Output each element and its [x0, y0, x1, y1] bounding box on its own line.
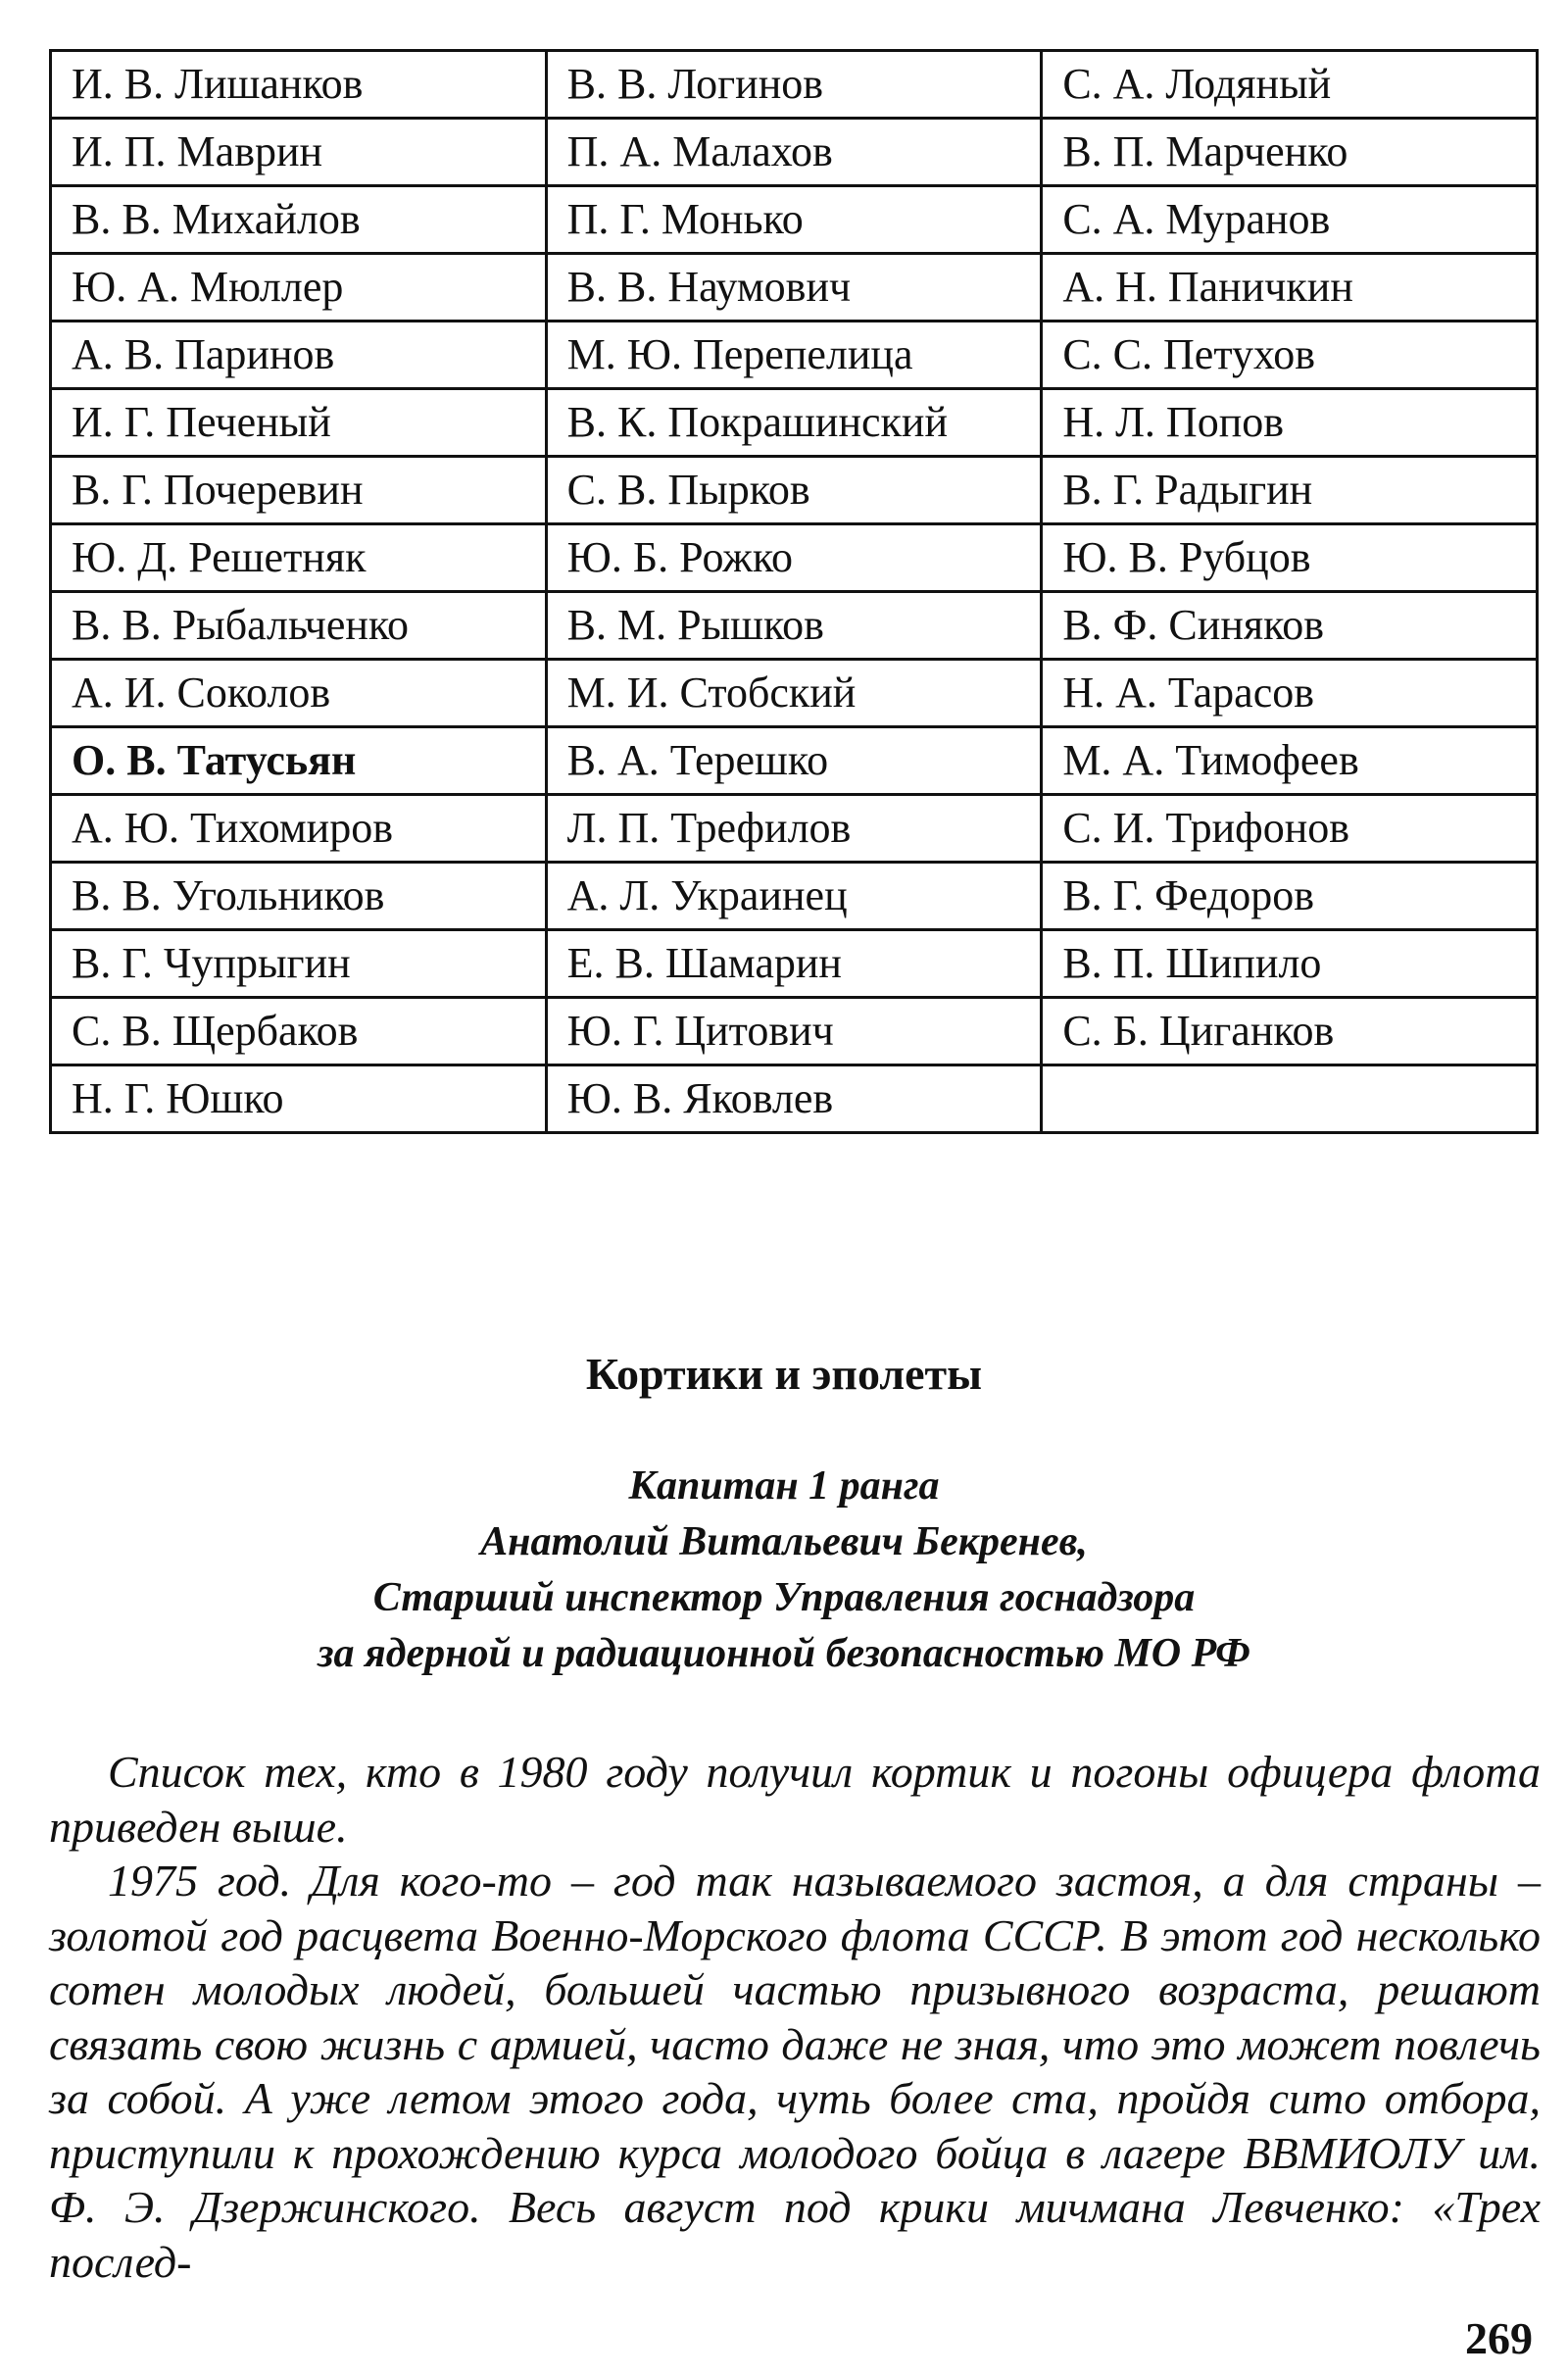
table-cell: И. П. Маврин	[51, 119, 547, 186]
article-title: Кортики и эполеты	[585, 1349, 983, 1399]
table-cell: П. Г. Монько	[546, 186, 1042, 254]
table-cell: Ю. В. Яковлев	[546, 1065, 1042, 1133]
table-row	[51, 1065, 1538, 1133]
table-cell: Н. Л. Попов	[1042, 389, 1538, 457]
author-name: Анатолий Витальевич Бекренев,	[480, 1519, 1088, 1564]
table-cell: И. Г. Печеный	[51, 389, 547, 457]
table-row	[51, 930, 1538, 998]
table-cell: С. Б. Циганков	[1042, 998, 1538, 1065]
table-cell: В. В. Рыбальченко	[51, 592, 547, 660]
table-row	[51, 457, 1538, 524]
table-cell: С. С. Петухов	[1042, 322, 1538, 389]
table-cell: В. Г. Федоров	[1042, 863, 1538, 930]
table-cell: Н. Г. Юшко	[51, 1065, 547, 1133]
table-cell: В. В. Угольников	[51, 863, 547, 930]
table-row	[51, 51, 1538, 119]
table-cell: А. В. Паринов	[51, 322, 547, 389]
paragraph-1975: 1975 год. Для кого-то – год так называемого застоя, а для страны – золотой год расцвета Военно-Морского флота СССР. В этот год несколько сотен молодых людей, большей частью призывного возраста, решают связать свою жизнь с армией, часто даже не зная, что это может повлечь за собой. А уже летом этого года, чуть более ста, пройдя сито отбора, приступили к прохождению курса молодого бойца в лагере ВВМИОЛУ им. Ф. Э. Дзержинского. Весь август под крики мичмана Левченко: «Трех послед-	[49, 1856, 1541, 2287]
table-row	[51, 119, 1538, 186]
table-cell: А. И. Соколов	[51, 660, 547, 727]
table-cell: Л. П. Трефилов	[546, 795, 1042, 863]
table-cell: С. А. Лодяный	[1042, 51, 1538, 119]
table-cell: В. П. Марченко	[1042, 119, 1538, 186]
page-number: 269	[1465, 2313, 1533, 2363]
table-cell: Ю. Д. Решетняк	[51, 524, 547, 592]
author-position-continued: за ядерной и радиационной безопасностью МО РФ	[318, 1631, 1250, 1676]
table-cell: В. П. Шипило	[1042, 930, 1538, 998]
table-cell: А. Л. Украинец	[546, 863, 1042, 930]
table-cell: Е. В. Шамарин	[546, 930, 1042, 998]
table-cell: А. Н. Паничкин	[1042, 254, 1538, 322]
names-table-body	[51, 51, 1538, 1133]
table-cell: В. К. Покрашинский	[546, 389, 1042, 457]
table-cell: С. И. Трифонов	[1042, 795, 1538, 863]
table-cell: В. Г. Радыгин	[1042, 457, 1538, 524]
table-cell: В. А. Терешко	[546, 727, 1042, 795]
table-cell: В. М. Рышков	[546, 592, 1042, 660]
table-cell: Ю. А. Мюллер	[51, 254, 547, 322]
article-body	[49, 1745, 1541, 2289]
table-cell: В. В. Логинов	[546, 51, 1042, 119]
table-cell: Ю. Г. Цитович	[546, 998, 1042, 1065]
table-row	[51, 254, 1538, 322]
paragraph-intro: Список тех, кто в 1980 году получил кортик и погоны офицера флота приведен выше.	[49, 1747, 1541, 1852]
table-cell	[1042, 1065, 1538, 1133]
table-cell: М. А. Тимофеев	[1042, 727, 1538, 795]
table-cell: А. Ю. Тихомиров	[51, 795, 547, 863]
table-cell: В. Г. Почеревин	[51, 457, 547, 524]
table-cell: В. Ф. Синяков	[1042, 592, 1538, 660]
names-table	[49, 49, 1539, 1134]
table-cell: С. А. Муранов	[1042, 186, 1538, 254]
table-row	[51, 998, 1538, 1065]
table-cell: М. Ю. Перепелица	[546, 322, 1042, 389]
table-row	[51, 322, 1538, 389]
table-cell: М. И. Стобский	[546, 660, 1042, 727]
table-row	[51, 727, 1538, 795]
table-cell: С. В. Щербаков	[51, 998, 547, 1065]
table-row	[51, 863, 1538, 930]
author-rank: Капитан 1 ранга	[628, 1463, 940, 1509]
table-row	[51, 592, 1538, 660]
table-cell: Ю. Б. Рожко	[546, 524, 1042, 592]
table-row	[51, 524, 1538, 592]
table-cell: В. Г. Чупрыгин	[51, 930, 547, 998]
author-byline	[0, 1459, 1568, 1682]
table-cell: Ю. В. Рубцов	[1042, 524, 1538, 592]
table-row	[51, 795, 1538, 863]
table-cell: И. В. Лишанков	[51, 51, 547, 119]
table-row	[51, 186, 1538, 254]
table-cell: О. В. Татусьян	[51, 727, 547, 795]
table-cell: В. В. Михайлов	[51, 186, 547, 254]
author-position: Старший инспектор Управления госнадзора	[372, 1575, 1196, 1620]
table-row	[51, 660, 1538, 727]
table-row	[51, 389, 1538, 457]
table-cell: Н. А. Тарасов	[1042, 660, 1538, 727]
table-cell: В. В. Наумович	[546, 254, 1042, 322]
table-cell: С. В. Пырков	[546, 457, 1042, 524]
table-cell: П. А. Малахов	[546, 119, 1042, 186]
